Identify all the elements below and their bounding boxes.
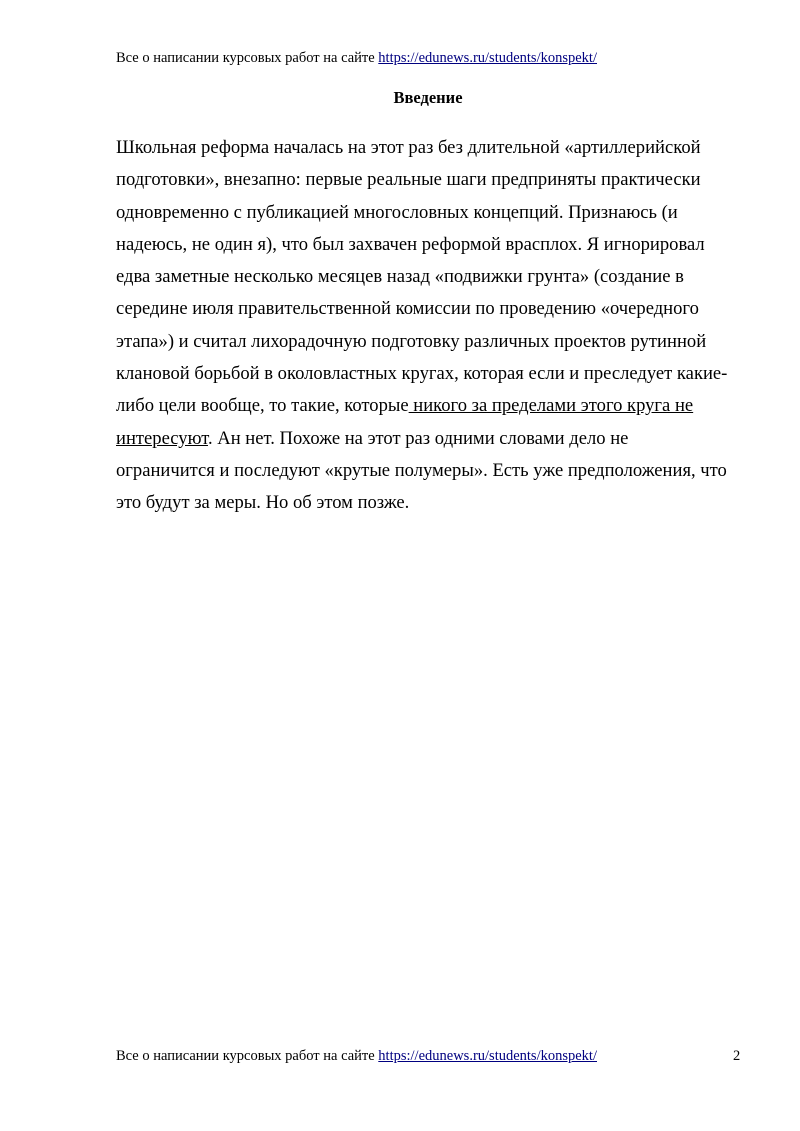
paragraph-line: ограничится и последуют «крутые полумеры». Есть уже предположения, что [116,459,727,481]
header-text: Все о написании курсовых работ на сайте [116,50,379,66]
paragraph-line: клановой борьбой в околовластных кругах, которая если и преследует какие- [116,363,728,385]
page-number: 2 [733,1048,741,1064]
body-paragraph [116,132,756,520]
header-link[interactable]: https://edunews.ru/students/konspekt/ [378,50,597,66]
paragraph-line [116,423,756,455]
paragraph-line: этапа») и считал лихорадочную подготовку различных проектов рутинной [116,330,707,352]
paragraph-line: едва заметные несколько месяцев назад «подвижки грунта» (создание в [116,266,684,288]
underlined-text: интересуют [116,427,208,449]
paragraph-line: это будут за меры. Но об этом позже. [116,492,410,514]
paragraph-line: одновременно с публикацией многословных концепций. Признаюсь (и [116,201,678,223]
page-footer [116,1047,597,1065]
paragraph-line: Школьная реформа началась на этот раз без длительной «артиллерийской [116,137,701,158]
underlined-text: никого за пределами этого круга не [408,395,694,417]
paragraph-text: . Ан нет. Похоже на этот раз одними словами дело не [207,427,629,449]
paragraph-line: надеюсь, не один я), что был захвачен реформой врасплох. Я игнорировал [116,233,705,255]
paragraph-text: либо цели вообще, то такие, которые [116,395,409,417]
paragraph-line: подготовки», внезапно: первые реальные шаги предприняты практически [116,169,701,191]
footer-text: Все о написании курсовых работ на сайте [116,1048,379,1064]
paragraph-line: середине июля правительственной комиссии по проведению «очередного [116,298,699,320]
paragraph-line [116,390,756,422]
footer-link[interactable]: https://edunews.ru/students/konspekt/ [378,1048,597,1064]
page-header [116,49,597,67]
page-title: Введение [393,88,463,107]
